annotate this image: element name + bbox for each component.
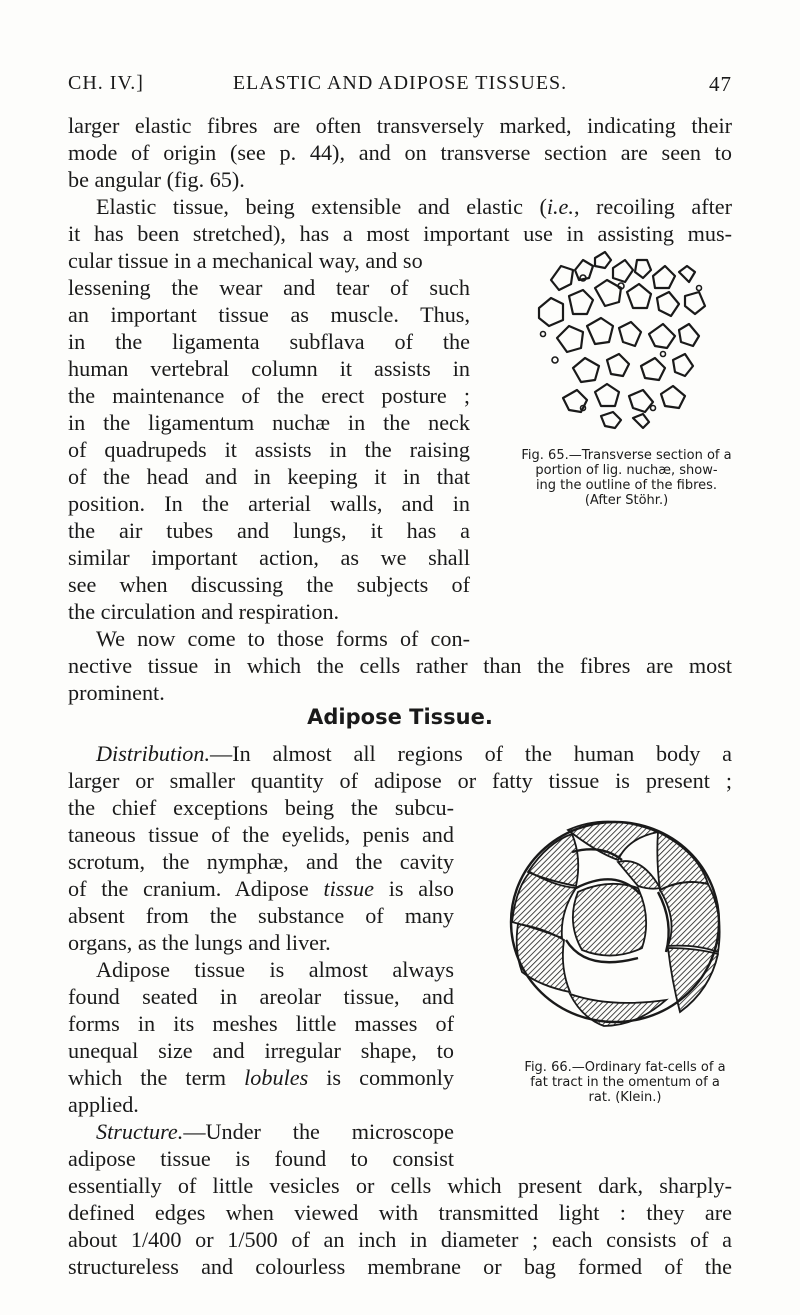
text-line: similar important action, as we shall	[68, 545, 470, 570]
text-line: forms in its meshes little masses of	[68, 1011, 454, 1036]
running-title: ELASTIC AND ADIPOSE TISSUES.	[232, 72, 568, 94]
figure-66-fat-cells	[498, 812, 732, 1042]
caption-line: ing the outline of the fibres.	[535, 478, 718, 493]
caption-line: fat tract in the omentum of a	[530, 1075, 720, 1090]
structure-text: —Under the microscope	[183, 1119, 454, 1144]
distribution-label: Distribution.	[96, 741, 211, 766]
text-line: lessening the wear and tear of such	[68, 275, 470, 300]
text-line: mode of origin (see p. 44), and on transverse section are seen to	[68, 140, 732, 165]
text-line: an important tissue as muscle. Thus,	[68, 302, 470, 327]
text-line: cular tissue in a mechanical way, and so	[68, 248, 423, 273]
text-line: the chief exceptions being the subcu-	[68, 795, 454, 820]
text-line	[68, 1118, 454, 1145]
paragraph-adipose-location	[68, 956, 454, 1118]
text-line: in the ligamentum nuchæ in the neck	[68, 410, 470, 435]
text-line: of the cranium. Adipose tissue is also	[68, 876, 454, 901]
text-line: adipose tissue is found to consist	[68, 1146, 454, 1171]
text-line: human vertebral column it assists in	[68, 356, 470, 381]
text-line: see when discussing the subjects of	[68, 572, 470, 597]
text-line: larger elastic fibres are often transversely marked, indicating their	[68, 113, 732, 138]
caption-line: (After Stöhr.)	[584, 493, 669, 508]
text-line: the circulation and respiration.	[68, 599, 340, 624]
page	[68, 0, 732, 1315]
text-line: about 1/400 or 1/500 of an inch in diameter ; each consists of a	[68, 1227, 732, 1252]
figure-65-elastic-fibres	[483, 248, 732, 433]
text-line: Elastic tissue, being extensible and elastic (i.e., recoiling after	[96, 194, 732, 219]
text-line: organs, as the lungs and liver.	[68, 930, 331, 955]
paragraph-structure	[68, 1118, 454, 1172]
paragraph-distribution-continued	[68, 794, 454, 956]
text-line: Adipose tissue is almost always	[96, 957, 454, 982]
text-line: nective tissue in which the cells rather than the fibres are most	[68, 653, 732, 678]
text-line: the air tubes and lungs, it has a	[68, 518, 470, 543]
text-line: in the ligamenta subflava of the	[68, 329, 470, 354]
text-line: unequal size and irregular shape, to	[68, 1038, 454, 1063]
text-line: of the head and in keeping it in that	[68, 464, 470, 489]
text-line: of quadrupeds it assists in the raising	[68, 437, 470, 462]
caption-line: Fig. 66.—Ordinary fat-cells of a	[524, 1060, 726, 1075]
running-header	[68, 72, 732, 102]
page-number: 47	[709, 72, 732, 96]
text-line: defined edges when viewed with transmitted light : they are	[68, 1200, 732, 1225]
figure-66-caption	[518, 1060, 732, 1105]
distribution-text: —In almost all regions of the human body a	[210, 741, 732, 766]
text-line	[68, 740, 732, 767]
text-line: larger or smaller quantity of adipose or fatty tissue is present ;	[68, 768, 732, 793]
paragraph-elastic-fibres	[68, 112, 732, 193]
text-line: found seated in areolar tissue, and	[68, 984, 454, 1009]
section-heading: Adipose Tissue.	[307, 705, 493, 729]
text-line: it has been stretched), has a most important use in assisting mus-	[68, 221, 732, 246]
paragraph-connective	[68, 652, 732, 706]
caption-line: portion of lig. nuchæ, show-	[535, 463, 718, 478]
text-line: be angular (fig. 65).	[68, 167, 245, 192]
text-line: prominent.	[68, 680, 165, 705]
paragraph-structure-continued	[68, 1172, 732, 1280]
text-line: taneous tissue of the eyelids, penis and	[68, 822, 454, 847]
chapter-label: CH. IV.]	[68, 72, 144, 94]
paragraph-elastic-use-continued	[68, 274, 470, 652]
text-line: position. In the arterial walls, and in	[68, 491, 470, 516]
paragraph-distribution	[68, 740, 732, 794]
text-line: scrotum, the nymphæ, and the cavity	[68, 849, 454, 874]
caption-line: Fig. 65.—Transverse section of a	[521, 448, 732, 463]
text-line: structureless and colourless membrane or bag formed of the	[68, 1254, 732, 1279]
text-line: We now come to those forms of con-	[96, 626, 470, 651]
text-line: which the term lobules is commonly	[68, 1065, 455, 1090]
figure-65-caption	[521, 448, 732, 508]
text-line: essentially of little vesicles or cells which present dark, sharply-	[68, 1173, 732, 1198]
caption-line: rat. (Klein.)	[588, 1090, 662, 1105]
text-line: absent from the substance of many	[68, 903, 454, 928]
text-line: applied.	[68, 1092, 139, 1117]
text-line: the maintenance of the erect posture ;	[68, 383, 470, 408]
structure-label: Structure.	[96, 1119, 184, 1144]
